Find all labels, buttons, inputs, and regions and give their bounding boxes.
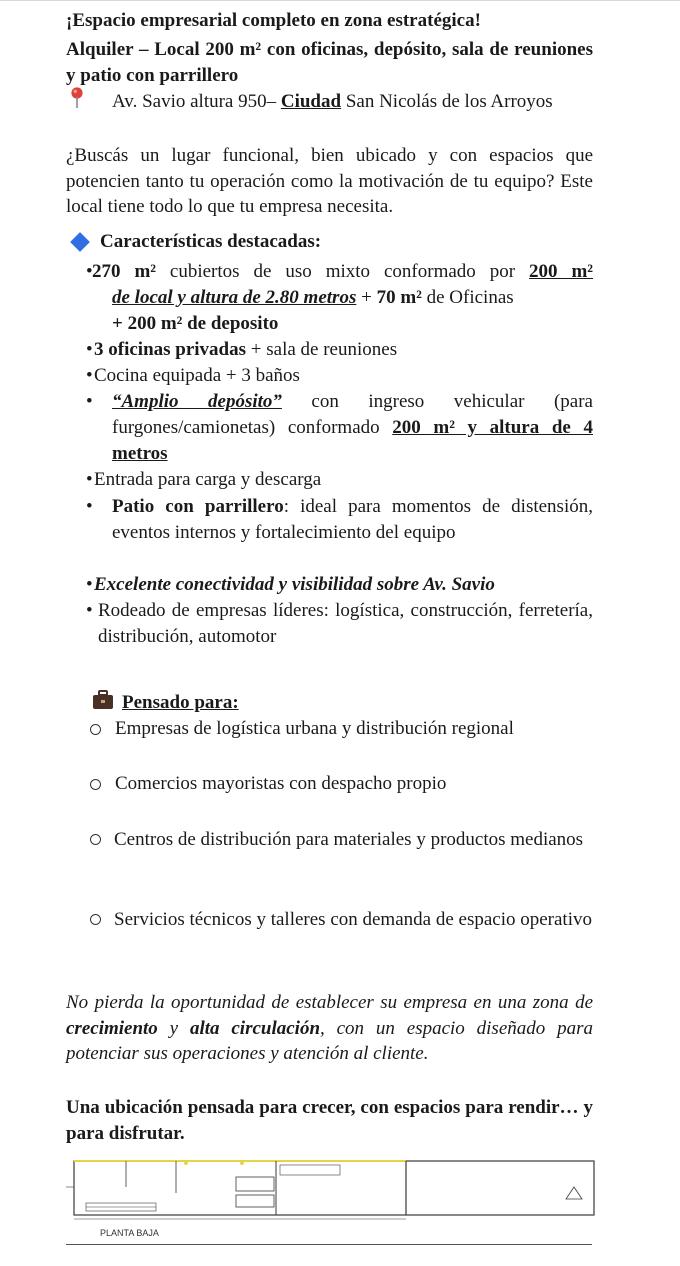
closing-growth: crecimiento <box>66 1017 158 1039</box>
audience-item-4: Servicios técnicos y talleres con demanda de espacio operativo <box>114 909 592 930</box>
bullet-dot: • <box>86 365 93 386</box>
feature-1-plus: + <box>356 287 377 308</box>
bottom-divider <box>66 1244 592 1245</box>
feature-4-deposit: “Amplio depósito” <box>112 391 282 412</box>
bullet-dot: • <box>86 600 93 621</box>
closing-and: y <box>157 1017 190 1039</box>
audience-item-2: Comercios mayoristas con despacho propio <box>115 773 447 794</box>
closing-text-2: , con un espacio diseñado para potenciar sus operaciones y atención al cliente. <box>66 1017 593 1065</box>
audience-item-1: Empresas de logística urbana y distribución regional <box>115 718 514 739</box>
blue-diamond-icon <box>70 232 90 252</box>
closing-paragraph <box>66 990 593 1067</box>
audience-item-3: Centros de distribución para materiales y productos medianos <box>114 829 584 850</box>
feature-6-patio: Patio con parrillero <box>112 496 284 517</box>
circle-bullet-icon <box>90 724 101 735</box>
address-city-word: Ciudad <box>280 91 342 112</box>
briefcase-icon <box>92 690 114 710</box>
feature-2 <box>94 337 654 363</box>
feature-2-meeting: + sala de reuniones <box>246 339 398 360</box>
feature-6-text: : ideal para momentos de distensión, eventos internos y fortalecimiento del equipo <box>112 496 593 543</box>
floor-plan <box>66 1147 596 1239</box>
feature-5: Entrada para carga y descarga <box>94 469 322 490</box>
audience-heading: Pensado para: <box>122 692 239 713</box>
bullet-dot: • <box>86 574 93 595</box>
feature-1 <box>92 259 593 285</box>
bullet-dot: • <box>86 261 93 282</box>
feature-1-line-3: + 200 m² de deposito <box>112 313 279 334</box>
feature-1-office-label: de Oficinas <box>421 287 514 308</box>
feature-1-office-area: 70 m² <box>376 287 422 308</box>
feature-7: Excelente conectividad y visibilidad sobre Av. Savio <box>94 574 495 595</box>
closing-traffic: alta circulación <box>189 1017 321 1039</box>
headline: ¡Espacio empresarial completo en zona estratégica! <box>66 10 481 31</box>
plan-caption: PLANTA BAJA <box>100 1228 159 1238</box>
feature-1-area: 270 m² <box>92 261 156 282</box>
bullet-dot: • <box>86 391 93 412</box>
bullet-dot: • <box>86 469 93 490</box>
feature-1-height: de local y altura de 2.80 metros <box>112 287 357 308</box>
features-heading: Características destacadas: <box>100 231 322 252</box>
feature-4-size: 200 m² y altura de 4 metros <box>112 417 593 464</box>
tagline: Una ubicación pensada para crecer, con espacios para rendir… y para disfrutar. <box>66 1097 593 1144</box>
top-divider <box>0 0 680 1</box>
intro-paragraph: ¿Buscás un lugar funcional, bien ubicado y con espacios que potencien tanto tu operación como la motivación de tu equipo? Este local tiene todo lo que tu empresa necesita. <box>66 145 593 218</box>
address <box>66 89 593 115</box>
feature-8 <box>98 598 593 650</box>
feature-1-local-area: 200 m² <box>529 261 593 282</box>
subtitle: Alquiler – Local 200 m² con oficinas, depósito, sala de reuniones y patio con parrillero <box>66 39 593 86</box>
feature-8-text: Rodeado de empresas líderes: logística, construcción, ferretería, distribución, automotor <box>98 600 593 647</box>
feature-3: Cocina equipada + 3 baños <box>94 365 300 386</box>
circle-bullet-icon <box>90 779 101 790</box>
feature-6 <box>112 494 593 546</box>
feature-4-text: con ingreso vehicular (para furgones/camionetas) conformado <box>112 391 593 438</box>
bullet-dot: • <box>86 496 93 517</box>
feature-2-offices: 3 oficinas privadas <box>94 339 247 360</box>
feature-1-text: cubiertos de uso mixto conformado por <box>155 261 530 282</box>
feature-4 <box>112 389 593 467</box>
address-street: Av. Savio altura 950– <box>112 91 281 112</box>
closing-text-1: No pierda la oportunidad de establecer su empresa en una zona de <box>66 992 593 1013</box>
address-city: San Nicolás de los Arroyos <box>341 91 553 112</box>
bullet-dot: • <box>86 339 93 360</box>
feature-1-line-2 <box>112 285 593 311</box>
